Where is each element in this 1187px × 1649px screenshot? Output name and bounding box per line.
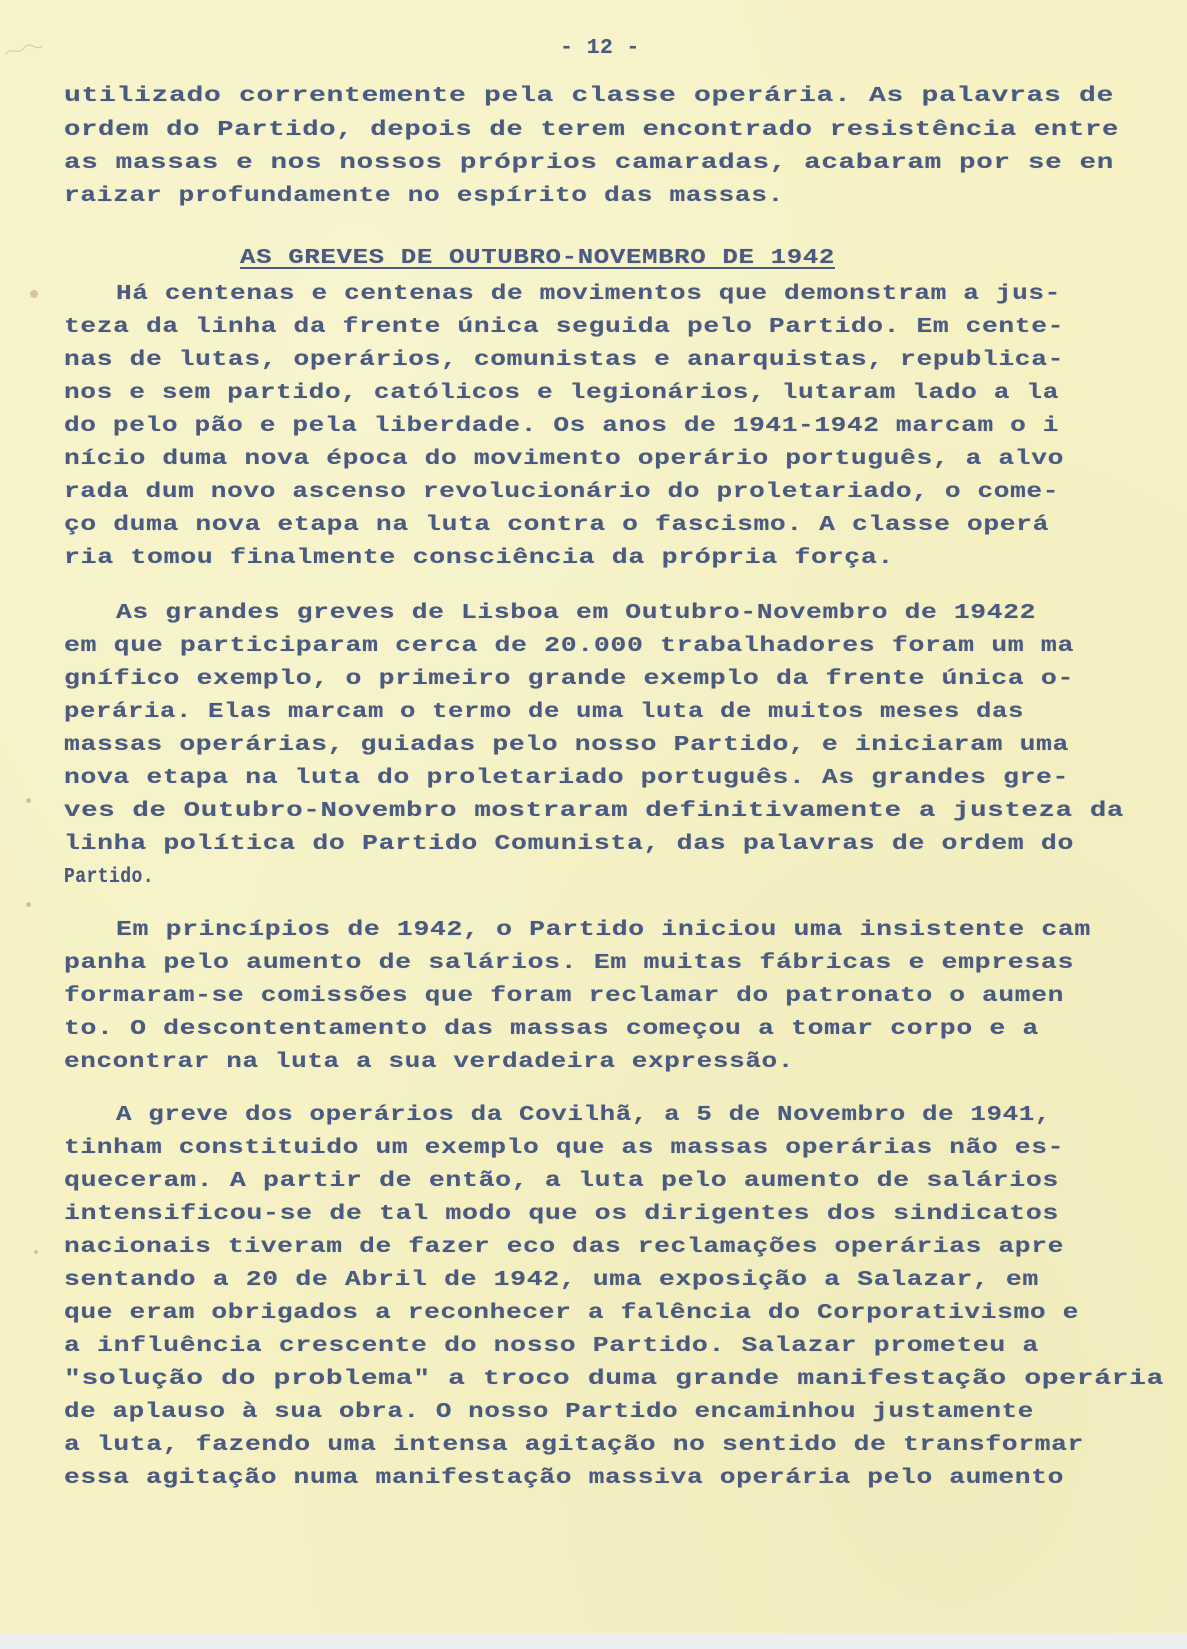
text-line: Em princípios de 1942, o Partido iniciou uma insistente cam bbox=[116, 918, 1091, 942]
text-line: ves de Outubro-Novembro mostraram definitivamente a justeza da bbox=[64, 799, 1125, 823]
text-line: Há centenas e centenas de movimentos que demonstram a jus- bbox=[116, 282, 1061, 306]
text-line: essa agitação numa manifestação massiva operária pelo aumento bbox=[64, 1466, 1064, 1490]
text-line: em que participaram cerca de 20.000 trabalhadores foram um ma bbox=[64, 634, 1075, 658]
corner-pencil-mark bbox=[4, 40, 44, 60]
text-line: tinham constituido um exemplo que as massas operárias não es- bbox=[64, 1136, 1064, 1160]
text-line: to. O descontentamento das massas começou a tomar corpo e a bbox=[64, 1017, 1039, 1041]
text-line: sentando a 20 de Abril de 1942, uma exposição a Salazar, em bbox=[64, 1268, 1039, 1292]
text-line: massas operárias, guiadas pelo nosso Partido, e iniciaram uma bbox=[64, 733, 1070, 757]
text-line: nos e sem partido, católicos e legionários, lutaram lado a la bbox=[64, 381, 1060, 405]
text-line: nacionais tiveram de fazer eco das reclamações operárias apre bbox=[64, 1235, 1064, 1259]
text-line: perária. Elas marcam o termo de uma luta de muitos meses das bbox=[64, 700, 1025, 724]
page-bottom-edge bbox=[0, 1633, 1187, 1649]
text-line: ordem do Partido, depois de terem encontrado resistência entre bbox=[64, 118, 1119, 142]
text-line: nas de lutas, operários, comunistas e anarquistas, republica- bbox=[64, 348, 1064, 372]
text-line: de aplauso à sua obra. O nosso Partido encaminhou justamente bbox=[64, 1400, 1034, 1424]
margin-mark-3 bbox=[26, 902, 31, 907]
text-line: as massas e nos nossos próprios camaradas, acabaram por se en bbox=[64, 151, 1114, 175]
text-line: Partido. bbox=[64, 865, 155, 889]
text-line: nova etapa na luta do proletariado português. As grandes gre- bbox=[64, 766, 1070, 790]
text-line: do pelo pão e pela liberdade. Os anos de 1941-1942 marcam o i bbox=[64, 414, 1060, 438]
text-line: gnífico exemplo, o primeiro grande exemplo da frente única o- bbox=[64, 667, 1075, 691]
margin-mark-2 bbox=[26, 798, 31, 803]
text-line: nício duma nova época do movimento operário português, a alvo bbox=[64, 447, 1064, 471]
text-line: rada dum novo ascenso revolucionário do proletariado, o come- bbox=[64, 480, 1060, 504]
text-line: teza da linha da frente única seguida pelo Partido. Em cente- bbox=[64, 315, 1064, 339]
text-line: As grandes greves de Lisboa em Outubro-Novembro de 19422 bbox=[116, 601, 1037, 625]
page-number: - 12 - bbox=[560, 36, 640, 60]
text-line: a luta, fazendo uma intensa agitação no sentido de transformar bbox=[64, 1433, 1084, 1457]
text-line: ço duma nova etapa na luta contra o fascismo. A classe operá bbox=[64, 513, 1050, 537]
section-heading: AS GREVES DE OUTUBRO-NOVEMBRO DE 1942 bbox=[240, 246, 836, 270]
text-line: queceram. A partir de então, a luta pelo aumento de salários bbox=[64, 1169, 1059, 1193]
margin-mark-4 bbox=[34, 1250, 38, 1254]
text-line: ria tomou finalmente consciência da própria força. bbox=[64, 546, 895, 570]
text-line: utilizado correntemente pela classe operária. As palavras de bbox=[64, 84, 1114, 108]
text-line: intensificou-se de tal modo que os dirigentes dos sindicatos bbox=[64, 1202, 1059, 1226]
text-line: raizar profundamente no espírito das massas. bbox=[64, 184, 785, 208]
text-line: linha política do Partido Comunista, das palavras de ordem do bbox=[64, 832, 1075, 856]
text-line: encontrar na luta a sua verdadeira expressão. bbox=[64, 1050, 794, 1074]
margin-mark-1 bbox=[30, 290, 38, 298]
text-line: que eram obrigados a reconhecer a falência do Corporativismo e bbox=[64, 1301, 1079, 1325]
text-line: a influência crescente do nosso Partido. Salazar prometeu a bbox=[64, 1334, 1039, 1358]
text-line: panha pelo aumento de salários. Em muitas fábricas e empresas bbox=[64, 951, 1075, 975]
text-line: formaram-se comissões que foram reclamar do patronato o aumen bbox=[64, 984, 1064, 1008]
text-line: "solução do problema" a troco duma grande manifestação operária bbox=[64, 1367, 1165, 1391]
text-line: A greve dos operários da Covilhã, a 5 de Novembro de 1941, bbox=[116, 1103, 1052, 1127]
